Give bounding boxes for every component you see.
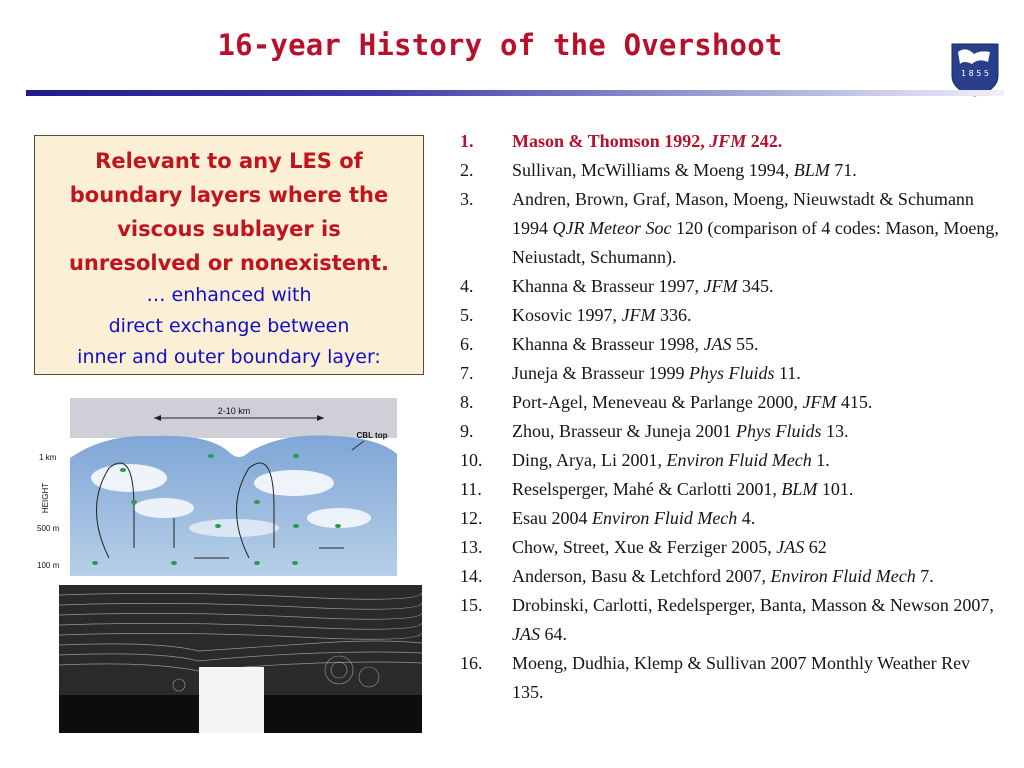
reference-number: 13.: [460, 537, 483, 557]
diagram-top-label: CBL top: [356, 431, 388, 440]
reference-item: 9. Zhou, Brasseur & Juneja 2001 Phys Fluids 13.: [460, 417, 1005, 446]
slide-title: 16-year History of the Overshoot: [217, 28, 783, 62]
title-divider: [26, 90, 1004, 96]
reference-number: 10.: [460, 450, 483, 470]
callout-line: unresolved or nonexistent.: [68, 251, 390, 275]
reference-item: 8. Port-Agel, Meneveau & Parlange 2000, JFM 415.: [460, 388, 1005, 417]
callout-line: Relevant to any LES of: [95, 149, 363, 173]
callout-subline: inner and outer boundary layer:: [77, 346, 381, 368]
reference-number: 9.: [460, 421, 474, 441]
callout-box: [34, 135, 424, 375]
height-tick-label: 1 km: [39, 453, 57, 462]
reference-number: 7.: [460, 363, 474, 383]
height-axis-label: HEIGHT: [41, 482, 50, 514]
reference-number: 5.: [460, 305, 474, 325]
flow-visualization-photo: [59, 585, 422, 733]
reference-number: 11.: [460, 479, 482, 499]
reference-item: 12. Esau 2004 Environ Fluid Mech 4.: [460, 504, 1005, 533]
reference-item: 2. Sullivan, McWilliams & Moeng 1994, BLM 71.: [460, 156, 1005, 185]
reference-list: [460, 127, 1005, 707]
callout-line: boundary layers where the: [69, 183, 389, 207]
crest-year: 1 8 5 5: [961, 69, 989, 78]
cbl-convection-diagram: [34, 398, 397, 576]
callout-subline: direct exchange between: [108, 315, 350, 337]
reference-item: 10. Ding, Arya, Li 2001, Environ Fluid Mech 1.: [460, 446, 1005, 475]
reference-item: 16. Moeng, Dudhia, Klemp & Sullivan 2007 Monthly Weather Rev 135.: [460, 649, 1005, 707]
reference-item: 11. Reselsperger, Mahé & Carlotti 2001, BLM 101.: [460, 475, 1005, 504]
height-tick-label: 100 m: [37, 561, 60, 570]
reference-item: 13. Chow, Street, Xue & Ferziger 2005, JAS 62: [460, 533, 1005, 562]
reference-item: 7. Juneja & Brasseur 1999 Phys Fluids 11.: [460, 359, 1005, 388]
reference-number: 6.: [460, 334, 474, 354]
reference-number: 16.: [460, 653, 483, 673]
reference-number: 8.: [460, 392, 474, 412]
reference-item: 4. Khanna & Brasseur 1997, JFM 345.: [460, 272, 1005, 301]
reference-item: 3. Andren, Brown, Graf, Mason, Moeng, Nieuwstadt & Schumann 1994 QJR Meteor Soc 120 (comparison of 4 codes: Mason, Moeng, Neiustadt, Schumann).: [460, 185, 1005, 272]
diagram-span-label: 2-10 km: [217, 406, 251, 416]
reference-item: 15. Drobinski, Carlotti, Redelsperger, Banta, Masson & Newson 2007, JAS 64.: [460, 591, 1005, 649]
reference-number: 2.: [460, 160, 474, 180]
reference-number: 15.: [460, 595, 483, 615]
callout-subline: … enhanced with: [146, 284, 312, 306]
reference-number: 12.: [460, 508, 483, 528]
height-tick-label: 500 m: [37, 524, 60, 533]
reference-number: 4.: [460, 276, 474, 296]
reference-item: 5. Kosovic 1997, JFM 336.: [460, 301, 1005, 330]
reference-number: 3.: [460, 189, 474, 209]
reference-item: 6. Khanna & Brasseur 1998, JAS 55.: [460, 330, 1005, 359]
reference-number: 1.: [460, 131, 474, 151]
reference-item: 1. Mason & Thomson 1992, JFM 242.: [460, 127, 1005, 156]
callout-line: viscous sublayer is: [117, 217, 341, 241]
reference-number: 14.: [460, 566, 483, 586]
reference-item: 14. Anderson, Basu & Letchford 2007, Environ Fluid Mech 7.: [460, 562, 1005, 591]
